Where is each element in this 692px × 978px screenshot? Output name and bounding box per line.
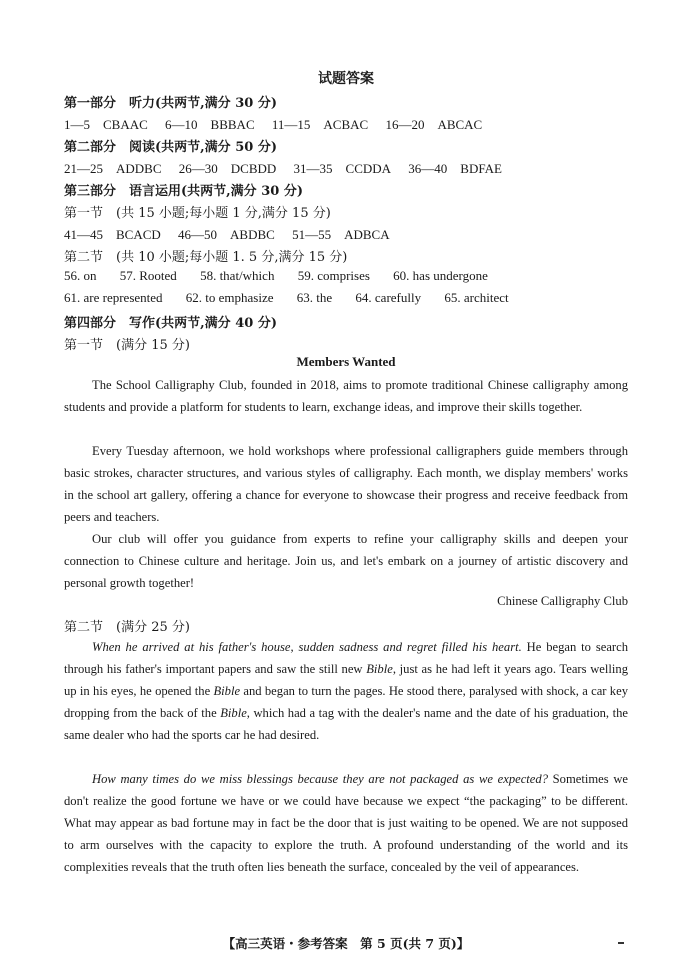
fill-answer: 62. to emphasize — [185, 290, 274, 305]
answer-group: 26—30 DCBDD — [178, 161, 277, 176]
essay-paragraph: Every Tuesday afternoon, we hold workshops where professional calligraphers guide members through basic strokes, character structures, and various styles of calligraphy. Each month, we display members' works in the school art gallery, offering a chance for everyone to showcase their progress and receive feedback from peers and teachers. — [64, 444, 628, 524]
fill-answer: 65. architect — [444, 290, 509, 305]
story-text: Sometimes we don't realize the good fortune we have or we could have because we expect “the packaging” to be different. What may appear as bad fortune may in fact be the door that is just waiting to be opened. We are not supposed to arm ourselves with the capacity to explore the truth. A profound understanding of the world and its complexities reveals that the truth often lies beneath the surface, concealed by the veil of appearances. — [64, 772, 629, 874]
answer-group: 46—50 ABDBC — [178, 227, 275, 242]
answer-group: 51—55 ADBCA — [292, 227, 390, 242]
story-text: and began to turn the pages. He stood there, paralysed with shock, a car key dropping from the back of the — [64, 684, 628, 720]
part3-section2-row2 — [64, 290, 634, 306]
part4-section2-header: 第二节 (满分 25 分) — [64, 620, 190, 635]
story-prompt: When he arrived at his father's house, sudden sadness and regret filled his heart. — [92, 640, 522, 654]
part1-header: 第一部分 听力(共两节,满分 30 分) — [64, 96, 277, 111]
fill-answer: 57. Rooted — [119, 268, 177, 283]
fill-answer: 59. comprises — [297, 268, 370, 283]
answer-group: 11—15 ACBAC — [271, 117, 369, 132]
part3-header: 第三部分 语言运用(共两节,满分 30 分) — [64, 184, 303, 199]
essay-paragraph: Our club will offer you guidance from experts to refine your calligraphy skills and deepen your connection to Chinese culture and heritage. Join us, and let's embark on a journey of artistic discovery and personal growth together! — [64, 532, 628, 590]
fill-answer: 58. that/which — [200, 268, 275, 283]
part2-header: 第二部分 阅读(共两节,满分 50 分) — [64, 140, 277, 155]
part4-header: 第四部分 写作(共两节,满分 40 分) — [64, 316, 277, 331]
page-footer: 【高三英语・参考答案 第 5 页(共 7 页)】 — [222, 936, 470, 951]
answer-group: 21—25 ADDBC — [64, 161, 162, 176]
essay-paragraph: The School Calligraphy Club, founded in 2018, aims to promote traditional Chinese calligraphy among students and provide a platform for students to learn, exchange ideas, and improve their skills together. — [64, 378, 628, 414]
part3-section2-row1 — [64, 268, 634, 284]
part2-answers — [64, 158, 634, 177]
answer-group: 36—40 BDFAE — [408, 161, 502, 176]
fill-answer: 60. has undergone — [393, 268, 488, 283]
fill-answer: 63. the — [296, 290, 333, 305]
part4-section1-header: 第一节 (满分 15 分) — [64, 338, 190, 353]
part3-section2-header: 第二节 (共 10 小题;每小题 1. 5 分,满分 15 分) — [64, 250, 348, 265]
fill-answer: 64. carefully — [355, 290, 422, 305]
fill-answer: 61. are represented — [64, 290, 163, 305]
story-paragraph — [64, 636, 628, 746]
story-text: Bible — [366, 662, 393, 676]
essay-signature: Chinese Calligraphy Club — [497, 594, 628, 608]
part3-section1-answers — [64, 224, 634, 243]
story-prompt: How many times do we miss blessings because they are not packaged as we expected? — [92, 772, 548, 786]
page-title: 试题答案 — [318, 71, 374, 87]
story-paragraph — [64, 768, 628, 878]
part3-section1-header: 第一节 (共 15 小题;每小题 1 分,满分 15 分) — [64, 206, 331, 221]
footer-mark — [618, 942, 624, 944]
answer-group: 1—5 CBAAC — [64, 117, 148, 132]
answer-group: 6—10 BBBAC — [165, 117, 255, 132]
story-text: Bible — [213, 684, 241, 698]
essay-title: Members Wanted — [296, 354, 396, 369]
story-text: Bible — [220, 706, 247, 720]
fill-answer: 56. on — [64, 268, 97, 283]
answer-group: 16—20 ABCAC — [385, 117, 483, 132]
story-text: He began to search through his father's important papers and saw the still new — [64, 640, 628, 676]
story-text: , which had a tag with the dealer's name and the date of his graduation, the same dealer who had the sports car he had desired. — [64, 706, 628, 742]
answer-group: 31—35 CCDDA — [293, 161, 392, 176]
answer-group: 41—45 BCACD — [64, 227, 161, 242]
part1-answers — [64, 114, 634, 133]
story-text: , just as he had left it years ago. Tears welling up in his eyes, he opened the — [64, 662, 628, 698]
